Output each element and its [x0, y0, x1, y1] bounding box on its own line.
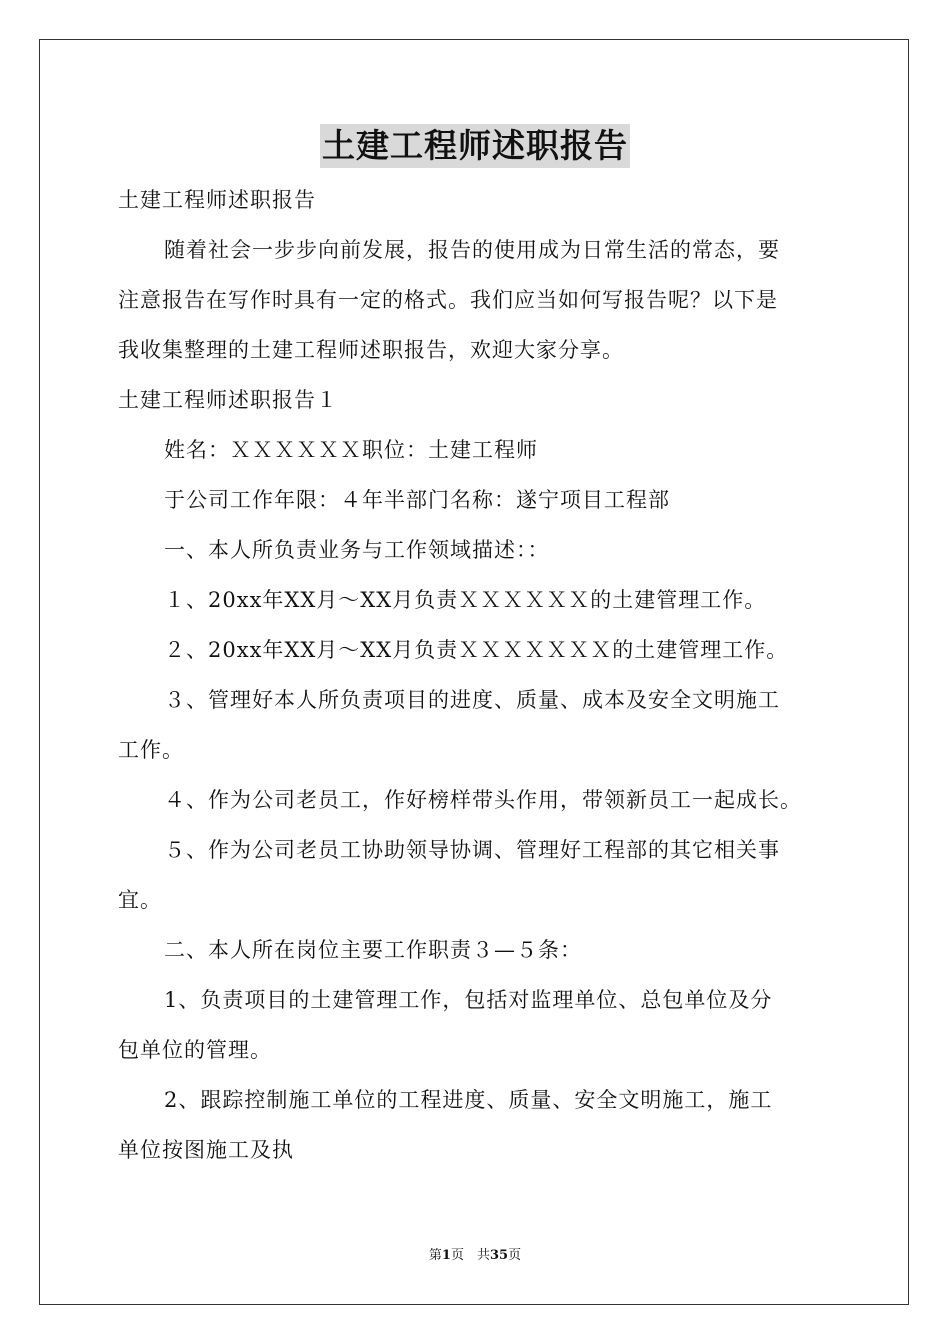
page-prefix: 第	[428, 1248, 442, 1263]
page-footer	[0, 1247, 950, 1265]
paragraph-line: 我收集整理的土建工程师述职报告，欢迎大家分享。	[118, 338, 624, 362]
current-page-number: 1	[441, 1248, 451, 1263]
page-border	[39, 39, 909, 1305]
paragraph-line: 注意报告在写作时具有一定的格式。我们应当如何写报告呢？以下是	[118, 288, 778, 312]
paragraph-line: 二、本人所在岗位主要工作职责３—５条：	[164, 938, 582, 962]
list-item: ５、作为公司老员工协助领导协调、管理好工程部的其它相关事	[164, 838, 780, 862]
list-item: １、20xx年XX月～XX月负责ＸＸＸＸＸＸ的土建管理工作。	[164, 588, 767, 612]
paragraph-line: 随着社会一步步向前发展，报告的使用成为日常生活的常态，要	[164, 238, 780, 262]
title-wrap	[0, 124, 950, 168]
list-item-continuation: 单位按图施工及执	[118, 1138, 294, 1162]
paragraph-line: 姓名：ＸＸＸＸＸＸ职位：土建工程师	[164, 438, 538, 462]
document-title: 土建工程师述职报告	[320, 124, 630, 168]
paragraph-line: 一、本人所负责业务与工作领域描述：：	[164, 538, 550, 562]
section-heading: 土建工程师述职报告１	[118, 388, 338, 412]
list-item: ３、管理好本人所负责项目的进度、质量、成本及安全文明施工	[164, 688, 780, 712]
total-page-number: 35	[489, 1248, 509, 1263]
list-item: ２、20xx年XX月～XX月负责ＸＸＸＸＸＸＸ的土建管理工作。	[164, 638, 789, 662]
subtitle-line: 土建工程师述职报告	[118, 188, 316, 212]
list-item: 1、负责项目的土建管理工作，包括对监理单位、总包单位及分	[164, 988, 773, 1012]
list-item-continuation: 宜。	[118, 888, 162, 912]
list-item-continuation: 包单位的管理。	[118, 1038, 272, 1062]
page-suffix: 页	[508, 1248, 522, 1263]
page-mid: 页 共	[450, 1248, 490, 1263]
paragraph-line: 于公司工作年限：４年半部门名称：遂宁项目工程部	[164, 488, 670, 512]
list-item: ４、作为公司老员工，作好榜样带头作用，带领新员工一起成长。	[164, 788, 802, 812]
list-item-continuation: 工作。	[118, 738, 184, 762]
list-item: 2、跟踪控制施工单位的工程进度、质量、安全文明施工，施工	[164, 1088, 773, 1112]
